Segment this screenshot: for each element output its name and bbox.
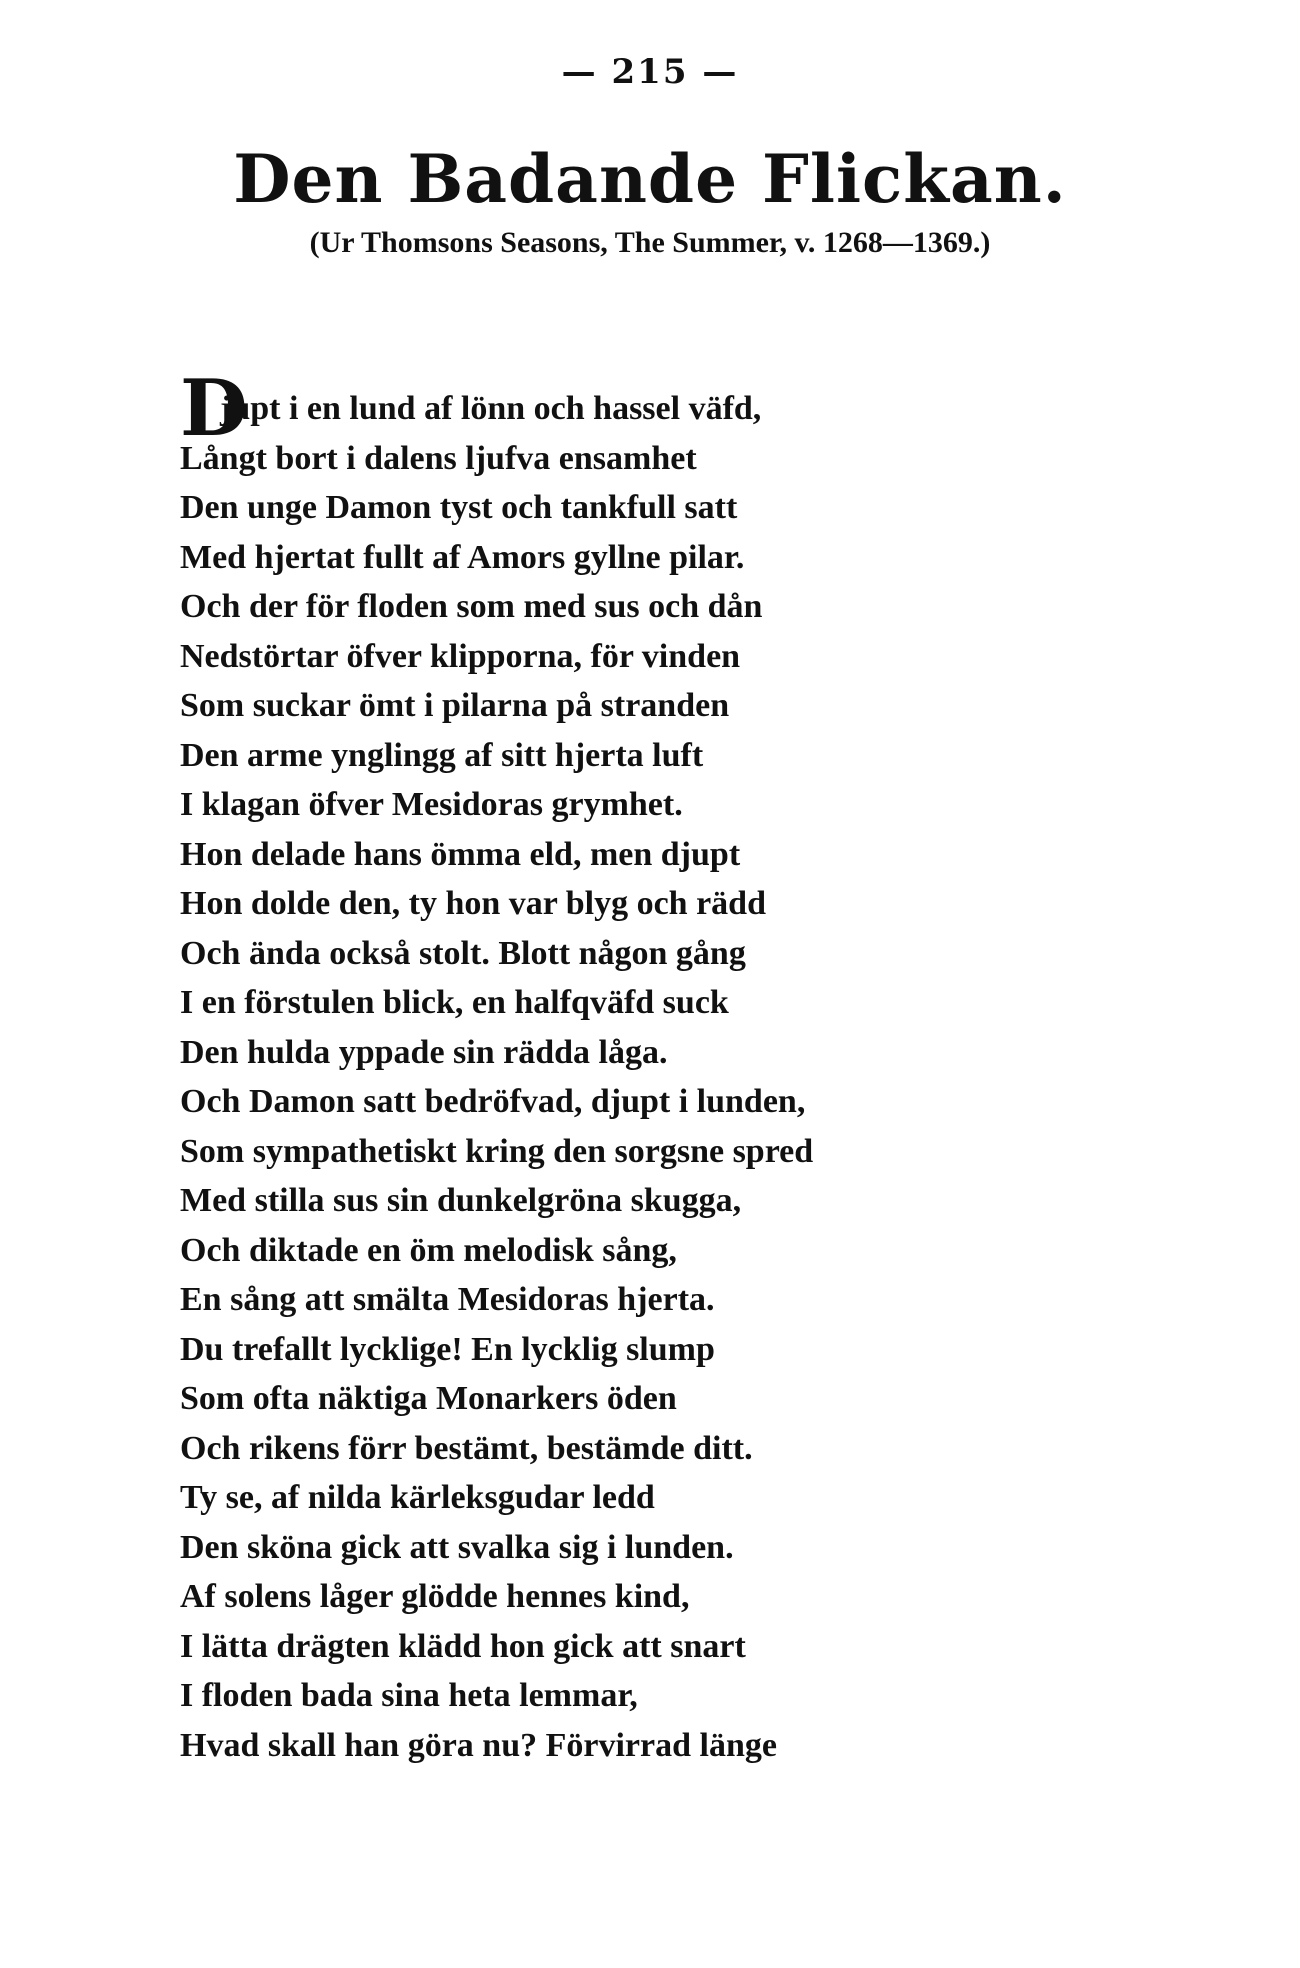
poem-line: Långt bort i dalens ljufva ensamhet [180,439,697,477]
poem-line: Med stilla sus sin dunkelgröna skugga, [180,1182,742,1219]
poem-line: Den hulda yppade sin rädda låga. [180,1033,668,1071]
poem-line-text: jupt i en lund af lönn och hassel väfd, [220,390,762,427]
poem-line: Med hjertat fullt af Amors gyllne pilar. [180,538,745,576]
poem-source-subtitle: (Ur Thomsons Seasons, The Summer, v. 1268—1369.) [309,226,991,259]
poem-line: Den arme ynglingg af sitt hjerta luft [180,736,704,774]
poem-line: Den unge Damon tyst och tankfull satt [180,489,738,526]
poem-line: Och Damon satt bedröfvad, djupt i lunden, [180,1083,806,1120]
poem-line: I klagan öfver Mesidoras grymhet. [180,786,683,823]
poem-line [180,363,1180,454]
poem-line: Den sköna gick att svalka sig i lunden. [180,1528,734,1566]
poem-line: Som sympathetiskt kring den sorgsne spred [180,1132,814,1170]
poem-line: Och der för floden som med sus och dån [180,588,763,625]
poem-line: Hvad skall han göra nu? Förvirrad länge [180,1726,777,1764]
poem-line: Du trefallt lycklige! En lycklig slump [180,1330,715,1368]
poem-line: Och diktade en öm melodisk sång, [180,1231,677,1269]
poem-line: Och rikens förr bestämt, bestämde ditt. [180,1429,753,1467]
poem-title: Den Badande Flickan. [233,140,1067,218]
poem-line: Af solens låger glödde hennes kind, [180,1578,690,1615]
poem-line: Ty se, af nilda kärleksgudar ledd [180,1479,655,1516]
poem-line: Hon dolde den, ty hon var blyg och rädd [180,885,767,922]
poem-line: I en förstulen blick, en halfqväfd suck [180,984,729,1021]
poem-line: Och ända också stolt. Blott någon gång [180,934,746,972]
poem-line: Som suckar ömt i pilarna på stranden [180,687,730,724]
poem-line: Hon delade hans ömma eld, men djupt [180,835,741,873]
drop-cap: D [180,363,248,454]
poem-body [180,363,1180,1770]
poem-line: En sång att smälta Mesidoras hjerta. [180,1281,715,1318]
poem-line: Som ofta näktiga Monarkers öden [180,1380,677,1417]
poem-line: I lätta drägten klädd hon gick att snart [180,1627,746,1665]
poem-line: Nedstörtar öfver klipporna, för vinden [180,637,741,675]
page-number-header: — 215 — [561,52,739,92]
poem-line: I floden bada sina heta lemmar, [180,1677,638,1714]
